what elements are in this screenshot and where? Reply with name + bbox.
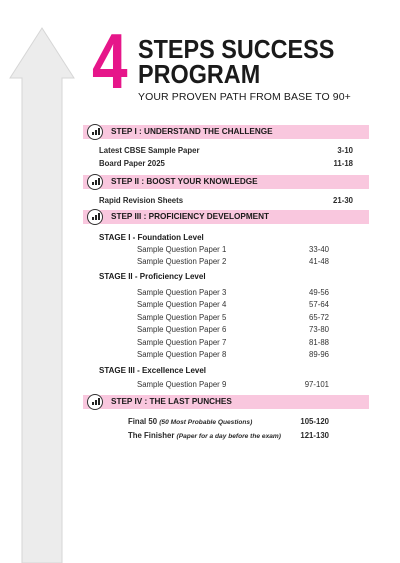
toc-row-label: Latest CBSE Sample Paper: [99, 146, 200, 155]
page-title: [138, 34, 335, 89]
toc-row-pages: 11-18: [333, 159, 353, 168]
step-1-label: STEP I : UNDERSTAND THE CHALLENGE: [111, 127, 273, 136]
toc-row-label: [128, 431, 281, 440]
toc-row-pages: 121-130: [300, 431, 329, 440]
toc-row-label: Sample Question Paper 6: [137, 325, 227, 334]
toc-row-pages: 97-101: [304, 380, 329, 389]
toc-row-label: Sample Question Paper 8: [137, 350, 227, 359]
toc-row-label: Sample Question Paper 4: [137, 300, 227, 309]
toc-row-label: [128, 417, 252, 426]
toc-row-label: Sample Question Paper 1: [137, 245, 227, 254]
toc-row-label: Board Paper 2025: [99, 159, 165, 168]
signal-bars-icon: [87, 209, 103, 225]
stage-3-label: STAGE III - Excellence Level: [99, 366, 207, 375]
toc-row-note: (50 Most Probable Questions): [159, 419, 253, 426]
signal-bars-icon: [87, 174, 103, 190]
toc-row-pages: 3-10: [337, 146, 353, 155]
toc-row-pages: 33-40: [309, 245, 329, 254]
toc-row-pages: 81-88: [309, 338, 329, 347]
toc-row-pages: 73-80: [309, 325, 329, 334]
signal-bars-icon: [87, 124, 103, 140]
toc-row-label: Sample Question Paper 7: [137, 338, 227, 347]
toc-row-note: (Paper for a day before the exam): [176, 433, 281, 440]
progress-arrow: [0, 0, 80, 563]
toc-row-pages: 21-30: [333, 196, 353, 205]
toc-row-label: Rapid Revision Sheets: [99, 196, 184, 205]
toc-row-pages: 65-72: [309, 313, 329, 322]
step-4-label: STEP IV : THE LAST PUNCHES: [111, 397, 232, 406]
stage-2-label: STAGE II - Proficiency Level: [99, 272, 206, 281]
toc-row-title: The Finisher: [128, 431, 175, 440]
page-subtitle: YOUR PROVEN PATH FROM BASE TO 90+: [138, 91, 351, 103]
toc-row-label: Sample Question Paper 2: [137, 257, 227, 266]
step-2-label: STEP II : BOOST YOUR KNOWLEDGE: [111, 177, 258, 186]
toc-row-pages: 57-64: [309, 300, 329, 309]
step-3-label: STEP III : PROFICIENCY DEVELOPMENT: [111, 212, 270, 221]
title-line-2: PROGRAM: [138, 59, 261, 89]
toc-row-title: Final 50: [128, 417, 158, 426]
toc-row-pages: 49-56: [309, 288, 329, 297]
stage-1-label: STAGE I - Foundation Level: [99, 233, 204, 242]
toc-row-label: Sample Question Paper 3: [137, 288, 227, 297]
toc-row-label: Sample Question Paper 5: [137, 313, 227, 322]
toc-row-pages: 105-120: [300, 417, 329, 426]
big-number-four: 4: [92, 17, 128, 105]
toc-row-pages: 41-48: [309, 257, 329, 266]
toc-row-label: Sample Question Paper 9: [137, 380, 227, 389]
toc-row-pages: 89-96: [309, 350, 329, 359]
signal-bars-icon: [87, 394, 103, 410]
title-line-1: STEPS SUCCESS: [138, 34, 335, 64]
